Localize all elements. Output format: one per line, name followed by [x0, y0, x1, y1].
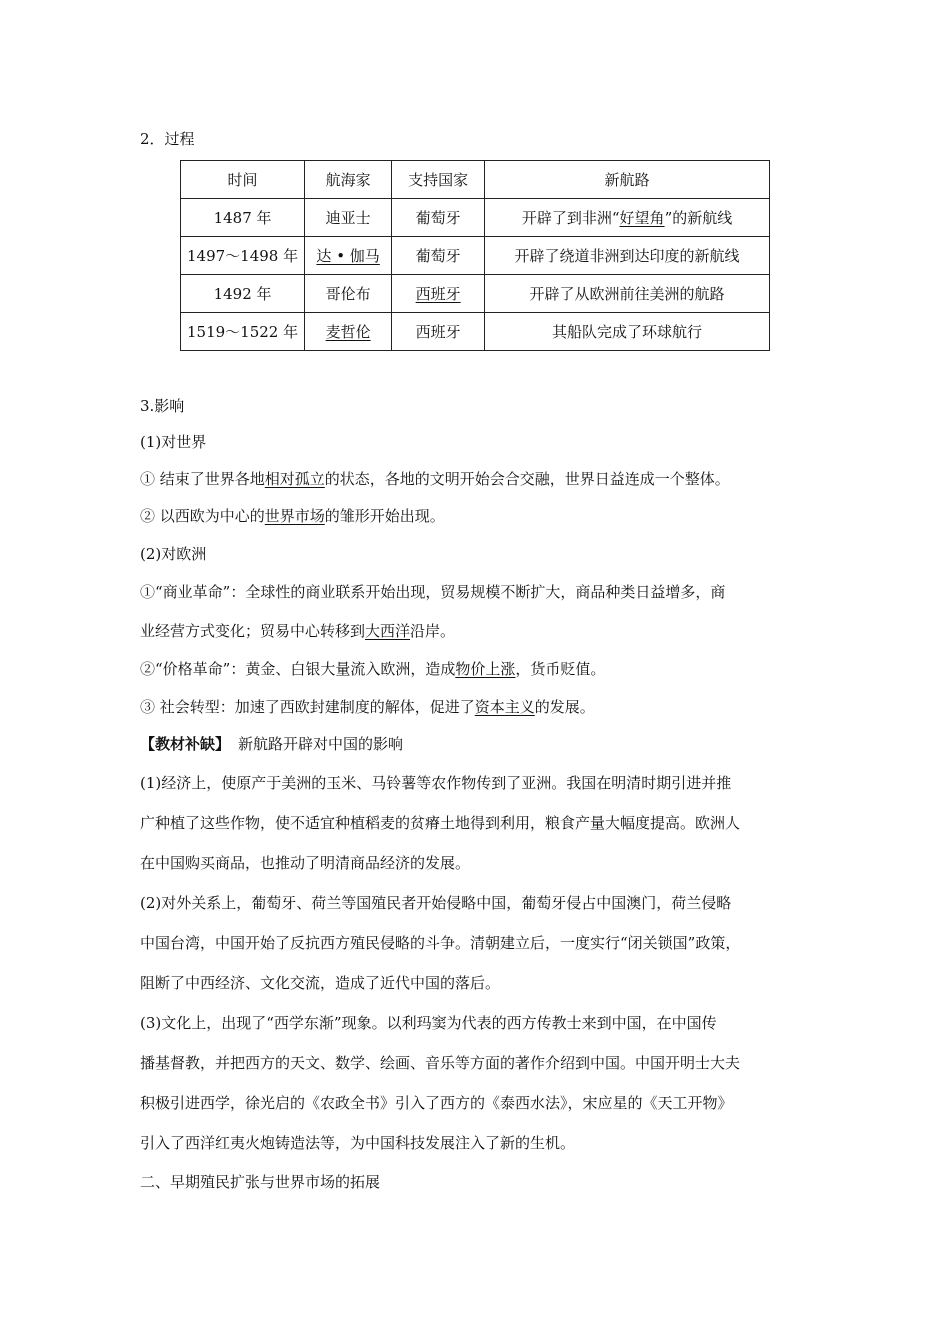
- cell-time: 1497～1498 年: [181, 237, 305, 275]
- country-highlight: 西班牙: [415, 285, 461, 303]
- europe-impact-point-2: [140, 659, 605, 679]
- europe-impact-point-1: ①“商业革命”：全球性的商业联系开始出现，贸易规模不断扩大，商品种类日益增多，商: [140, 583, 726, 601]
- header-time: 时间: [181, 161, 305, 199]
- text: 沿岸。: [410, 622, 456, 640]
- text: ③ 社会转型：加速了西欧封建制度的解体，促进了: [140, 698, 475, 716]
- header-navigator: 航海家: [305, 161, 392, 199]
- table-row: [181, 237, 770, 275]
- supplement-heading: [140, 734, 403, 754]
- underlined-term: 大西洋: [365, 622, 411, 640]
- text: ②“价格革命”：黄金、白银大量流入欧洲，造成: [140, 660, 456, 678]
- table-row: [181, 275, 770, 313]
- cell-navigator: 迪亚士: [305, 199, 392, 237]
- route-highlight: 好望角: [619, 209, 665, 227]
- cell-route: 开辟了从欧洲前往美洲的航路: [485, 275, 770, 313]
- section-2-title: 2．过程: [140, 130, 195, 148]
- text: ，货币贬值。: [515, 660, 606, 678]
- cell-navigator: [305, 313, 392, 351]
- navigator-highlight: 达 • 伽马: [316, 247, 380, 265]
- cell-navigator: [305, 237, 392, 275]
- supplement-line: (2)对外关系上，葡萄牙、荷兰等国殖民者开始侵略中国，葡萄牙侵占中国澳门，荷兰侵略: [140, 894, 732, 912]
- cell-time: 1519～1522 年: [181, 313, 305, 351]
- supplement-line: 中国台湾，中国开始了反抗西方殖民侵略的斗争。清朝建立后，一度实行“闭关锁国”政策，: [140, 934, 741, 952]
- cell-country: 葡萄牙: [392, 237, 485, 275]
- header-route: 新航路: [485, 161, 770, 199]
- cell-country: 葡萄牙: [392, 199, 485, 237]
- new-routes-table: [180, 160, 770, 351]
- supplement-line: 引入了西洋红夷火炮铸造法等，为中国科技发展注入了新的生机。: [140, 1134, 576, 1152]
- supplement-line: 积极引进西学，徐光启的《农政全书》引入了西方的《泰西水法》，宋应星的《天工开物》: [140, 1094, 733, 1112]
- supplement-line: (1)经济上，使原产于美洲的玉米、马铃薯等农作物传到了亚洲。我国在明清时期引进并推: [140, 774, 732, 792]
- section-two-title: 二、早期殖民扩张与世界市场的拓展: [140, 1173, 381, 1191]
- cell-time: 1492 年: [181, 275, 305, 313]
- text: 业经营方式变化；贸易中心转移到: [140, 622, 366, 640]
- underlined-term: 资本主义: [474, 698, 535, 716]
- underlined-term: 物价上涨: [455, 660, 516, 678]
- supplement-line: 在中国购买商品，也推动了明清商品经济的发展。: [140, 854, 471, 872]
- supplement-tag: 【教材补缺】: [140, 735, 231, 753]
- europe-impact-title: (2)对欧洲: [140, 545, 207, 563]
- underlined-term: 相对孤立: [264, 470, 325, 488]
- europe-impact-point-1-cont: [140, 621, 455, 641]
- text: ① 结束了世界各地: [140, 470, 265, 488]
- cell-country: 西班牙: [392, 313, 485, 351]
- header-country: 支持国家: [392, 161, 485, 199]
- cell-route: [485, 199, 770, 237]
- text: ② 以西欧为中心的: [140, 507, 265, 525]
- text: 的发展。: [534, 698, 595, 716]
- route-text: ”的新航线: [664, 209, 733, 227]
- table-row: [181, 313, 770, 351]
- supplement-line: 阻断了中西经济、文化交流，造成了近代中国的落后。: [140, 974, 501, 992]
- europe-impact-point-3: [140, 697, 595, 717]
- text: 的雏形开始出现。: [324, 507, 445, 525]
- text: 的状态，各地的文明开始会合交融，世界日益连成一个整体。: [324, 470, 730, 488]
- cell-time: 1487 年: [181, 199, 305, 237]
- cell-country: [392, 275, 485, 313]
- route-text: 开辟了到非洲“: [521, 209, 620, 227]
- world-impact-point-1: [140, 469, 730, 489]
- cell-route: 开辟了绕道非洲到达印度的新航线: [485, 237, 770, 275]
- supplement-line: (3)文化上，出现了“西学东渐”现象。以利玛窦为代表的西方传教士来到中国，在中国传: [140, 1014, 717, 1032]
- world-impact-point-2: [140, 506, 445, 526]
- cell-route: 其船队完成了环球航行: [485, 313, 770, 351]
- world-impact-title: (1)对世界: [140, 433, 207, 451]
- cell-navigator: 哥伦布: [305, 275, 392, 313]
- supplement-line: 广种植了这些作物，使不适宜种植稻麦的贫瘠土地得到利用，粮食产量大幅度提高。欧洲人: [140, 814, 741, 832]
- navigator-highlight: 麦哲伦: [325, 323, 371, 341]
- supplement-title: 新航路开辟对中国的影响: [238, 735, 404, 753]
- underlined-term: 世界市场: [264, 507, 325, 525]
- section-3-title: 3.影响: [140, 397, 185, 415]
- table-row: [181, 199, 770, 237]
- supplement-line: 播基督教，并把西方的天文、数学、绘画、音乐等方面的著作介绍到中国。中国开明士大夫: [140, 1054, 741, 1072]
- table-header-row: [181, 161, 770, 199]
